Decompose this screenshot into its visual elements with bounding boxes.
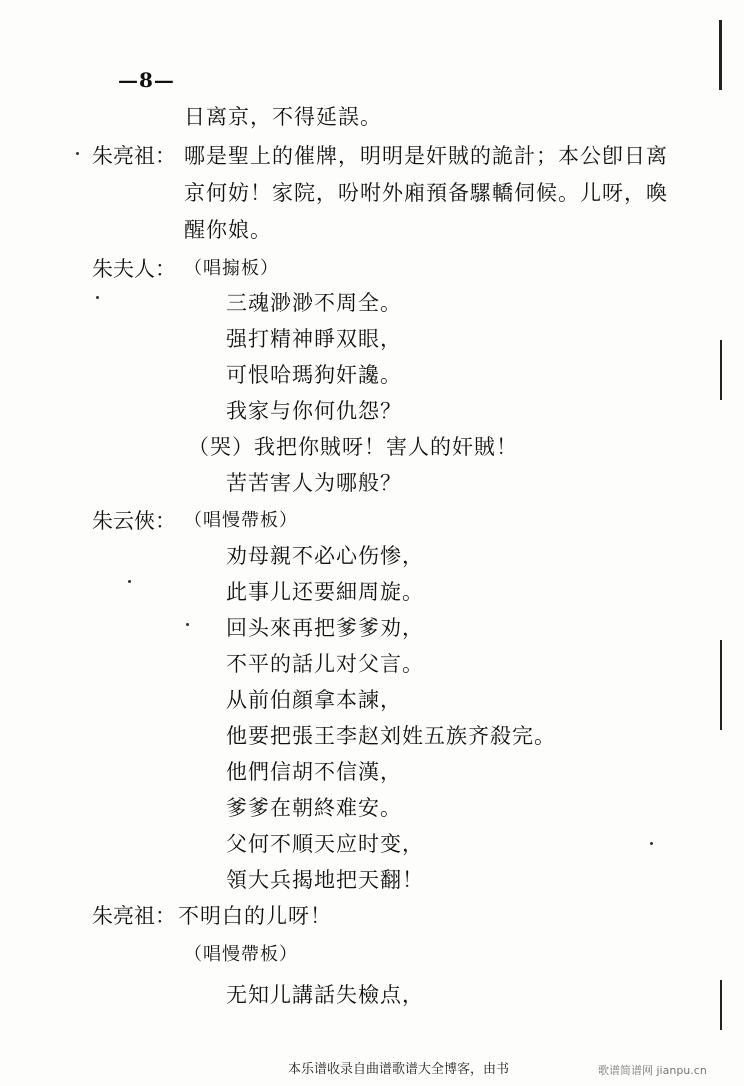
lyric-line: 回头來再把爹爹劝， [226,616,424,640]
scan-edge-mark [720,340,722,400]
text-line: 哪是聖上的催牌，明明是奸賊的詭計；本公卽日离 [184,144,668,168]
text-line: 不明白的儿呀！ [178,904,332,928]
scan-speck [650,842,653,845]
lyric-line: （哭）我把你賊呀！害人的奸賊！ [188,435,518,459]
stage-direction: （唱慢帶板） [184,944,298,965]
scan-edge-mark [720,640,722,730]
lyric-line: 爹爹在朝終难安。 [226,796,402,820]
lyric-line: 我家与你何仇怨？ [226,399,402,423]
lyric-line: 强打精神睜双眼， [226,327,402,351]
lyric-line: 三魂渺渺不周全。 [226,291,402,315]
stage-direction: （唱搧板） [184,258,279,279]
lyric-line: 无知儿講話失檢点， [226,983,424,1007]
speaker-label: 朱亮祖： [92,904,176,928]
lyric-line: 劝母親不必心伤惨， [226,544,424,568]
lyric-line: 苦苦害人为哪般？ [226,471,402,495]
lyric-line: 他們信胡不信漢， [226,760,402,784]
speaker-label: 朱亮祖： [92,144,176,168]
lyric-line: 此事儿还要細周旋。 [226,580,424,604]
lyric-line: 父何不順天应时变， [226,832,424,856]
speaker-label: 朱云俠： [92,509,176,533]
scan-speck [96,296,99,299]
lyric-line: 他要把張王李赵刘姓五族齐殺完。 [226,724,556,748]
text-line: 醒你娘。 [184,218,272,242]
lyric-line: 从前伯顔拿本諫， [226,688,402,712]
text-line: 京何妨！家院，吩咐外廂預备騾轎伺候。儿呀，喚 [184,181,668,205]
footer-source-text: 本乐谱收录自曲谱歌谱大全博客，由书 [288,1062,510,1077]
stage-direction: （唱慢帶板） [184,510,298,531]
scan-edge-mark [719,20,722,90]
speaker-label: 朱夫人： [92,257,176,281]
scan-speck [76,152,79,155]
lyric-line: 不平的話儿对父言。 [226,652,424,676]
page-number: —8— [118,68,175,92]
scan-speck [186,623,189,626]
scan-speck [128,580,131,583]
lyric-line: 領大兵揭地把天翻！ [226,868,424,892]
text-line: 日离京，不得延誤。 [184,105,382,129]
scan-edge-mark [720,980,722,1030]
watermark: 歌谱简谱网 jianpu.cn [598,1064,707,1077]
lyric-line: 可恨哈瑪狗奸讒。 [226,363,402,387]
